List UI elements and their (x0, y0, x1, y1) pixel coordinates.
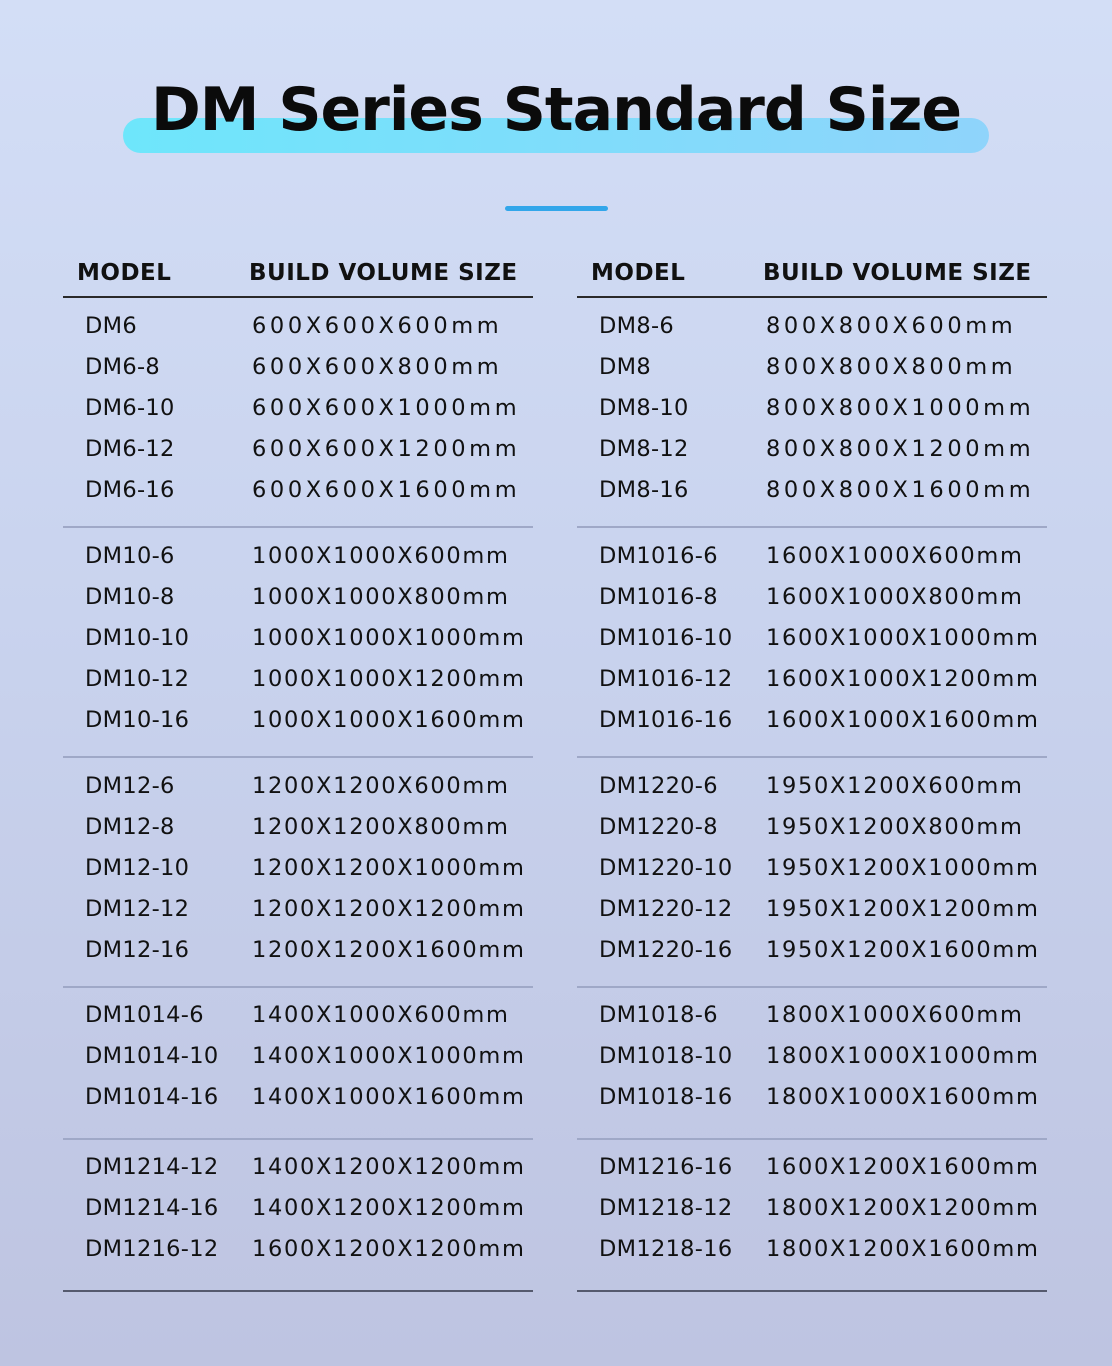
model-cell: DM1018-10 (599, 1043, 733, 1069)
table-row (63, 306, 533, 347)
model-cell: DM8-10 (599, 395, 689, 421)
model-cell: DM1018-16 (599, 1084, 733, 1110)
model-cell: DM1014-16 (85, 1084, 219, 1110)
title-accent-line (505, 206, 608, 211)
table-row (577, 1229, 1047, 1270)
page-title: DM Series Standard Size (150, 75, 962, 145)
model-cell: DM1220-16 (599, 937, 733, 963)
model-cell: DM1220-6 (599, 773, 718, 799)
row-group (63, 988, 533, 1140)
build-volume-cell: 1600X1000X800mm (766, 584, 1024, 610)
table-header (63, 256, 533, 298)
model-cell: DM12-16 (85, 937, 190, 963)
build-volume-cell: 1600X1000X600mm (766, 543, 1024, 569)
build-volume-cell: 1000X1000X1200mm (252, 666, 526, 692)
build-volume-cell: 1000X1000X800mm (252, 584, 510, 610)
model-cell: DM1016-8 (599, 584, 718, 610)
model-cell: DM10-8 (85, 584, 175, 610)
table-row (63, 577, 533, 618)
row-group (577, 1140, 1047, 1292)
model-cell: DM10-10 (85, 625, 190, 651)
table-row (577, 1036, 1047, 1077)
table-row (577, 700, 1047, 741)
table-row (577, 1147, 1047, 1188)
table-row (63, 1036, 533, 1077)
table-row (63, 1147, 533, 1188)
table-row (63, 889, 533, 930)
model-cell: DM8 (599, 354, 651, 380)
header-build-volume: BUILD VOLUME SIZE (249, 260, 518, 286)
table-row (63, 995, 533, 1036)
table-row (63, 1188, 533, 1229)
table-row (577, 848, 1047, 889)
model-cell: DM1218-12 (599, 1195, 733, 1221)
model-cell: DM12-8 (85, 814, 175, 840)
build-volume-cell: 1000X1000X1000mm (252, 625, 526, 651)
model-cell: DM8-6 (599, 313, 674, 339)
build-volume-cell: 1400X1000X1600mm (252, 1084, 526, 1110)
build-volume-cell: 800X800X1000mm (766, 395, 1035, 421)
model-cell: DM1014-10 (85, 1043, 219, 1069)
table-row (577, 618, 1047, 659)
model-cell: DM1014-6 (85, 1002, 204, 1028)
table-row (577, 470, 1047, 511)
model-cell: DM6 (85, 313, 137, 339)
table-row (577, 347, 1047, 388)
row-group (577, 758, 1047, 988)
build-volume-cell: 1200X1200X1000mm (252, 855, 526, 881)
table-row (577, 536, 1047, 577)
table-row (577, 429, 1047, 470)
build-volume-cell: 1400X1000X600mm (252, 1002, 510, 1028)
row-group (63, 528, 533, 758)
build-volume-cell: 600X600X1200mm (252, 436, 521, 462)
build-volume-cell: 800X800X1200mm (766, 436, 1035, 462)
title-block (0, 70, 1112, 160)
build-volume-cell: 1600X1000X1000mm (766, 625, 1040, 651)
header-model: MODEL (77, 260, 172, 286)
model-cell: DM1018-6 (599, 1002, 718, 1028)
size-table-right (577, 256, 1047, 1292)
table-row (63, 700, 533, 741)
build-volume-cell: 1000X1000X1600mm (252, 707, 526, 733)
build-volume-cell: 1400X1000X1000mm (252, 1043, 526, 1069)
table-row (63, 347, 533, 388)
row-group (63, 298, 533, 528)
build-volume-cell: 1800X1000X600mm (766, 1002, 1024, 1028)
model-cell: DM1016-16 (599, 707, 733, 733)
table-row (63, 470, 533, 511)
table-row (577, 388, 1047, 429)
model-cell: DM1216-12 (85, 1236, 219, 1262)
build-volume-cell: 1400X1200X1200mm (252, 1195, 526, 1221)
model-cell: DM1218-16 (599, 1236, 733, 1262)
table-row (63, 807, 533, 848)
table-row (577, 995, 1047, 1036)
build-volume-cell: 1400X1200X1200mm (252, 1154, 526, 1180)
table-row (63, 659, 533, 700)
build-volume-cell: 600X600X800mm (252, 354, 503, 380)
table-body (577, 298, 1047, 1292)
model-cell: DM1016-12 (599, 666, 733, 692)
build-volume-cell: 1600X1200X1600mm (766, 1154, 1040, 1180)
build-volume-cell: 1800X1000X1000mm (766, 1043, 1040, 1069)
model-cell: DM1220-10 (599, 855, 733, 881)
model-cell: DM10-16 (85, 707, 190, 733)
build-volume-cell: 1800X1200X1200mm (766, 1195, 1040, 1221)
table-row (63, 930, 533, 971)
model-cell: DM12-12 (85, 896, 190, 922)
model-cell: DM10-6 (85, 543, 175, 569)
model-cell: DM6-10 (85, 395, 175, 421)
table-body (63, 298, 533, 1292)
table-row (577, 1077, 1047, 1118)
build-volume-cell: 1950X1200X1200mm (766, 896, 1040, 922)
table-row (63, 536, 533, 577)
table-row (63, 1229, 533, 1270)
model-cell: DM6-8 (85, 354, 160, 380)
build-volume-cell: 1600X1000X1200mm (766, 666, 1040, 692)
table-row (63, 388, 533, 429)
model-cell: DM1214-12 (85, 1154, 219, 1180)
table-row (63, 848, 533, 889)
build-volume-cell: 1950X1200X800mm (766, 814, 1024, 840)
table-row (577, 659, 1047, 700)
row-group (577, 988, 1047, 1140)
build-volume-cell: 1200X1200X1200mm (252, 896, 526, 922)
table-row (63, 766, 533, 807)
model-cell: DM1220-12 (599, 896, 733, 922)
model-cell: DM6-16 (85, 477, 175, 503)
build-volume-cell: 1950X1200X1600mm (766, 937, 1040, 963)
build-volume-cell: 1200X1200X600mm (252, 773, 510, 799)
build-volume-cell: 1200X1200X1600mm (252, 937, 526, 963)
build-volume-cell: 1950X1200X1000mm (766, 855, 1040, 881)
model-cell: DM1220-8 (599, 814, 718, 840)
model-cell: DM8-12 (599, 436, 689, 462)
model-cell: DM1016-6 (599, 543, 718, 569)
model-cell: DM8-16 (599, 477, 689, 503)
build-volume-cell: 800X800X1600mm (766, 477, 1035, 503)
build-volume-cell: 600X600X1000mm (252, 395, 521, 421)
row-group (63, 758, 533, 988)
table-row (577, 807, 1047, 848)
build-volume-cell: 1800X1200X1600mm (766, 1236, 1040, 1262)
table-row (577, 930, 1047, 971)
model-cell: DM1214-16 (85, 1195, 219, 1221)
row-group (63, 1140, 533, 1292)
table-row (63, 1077, 533, 1118)
row-group (577, 528, 1047, 758)
table-row (577, 889, 1047, 930)
row-group (577, 298, 1047, 528)
build-volume-cell: 1000X1000X600mm (252, 543, 510, 569)
table-header (577, 256, 1047, 298)
build-volume-cell: 600X600X600mm (252, 313, 503, 339)
build-volume-cell: 1800X1000X1600mm (766, 1084, 1040, 1110)
table-row (577, 306, 1047, 347)
build-volume-cell: 800X800X800mm (766, 354, 1017, 380)
model-cell: DM12-6 (85, 773, 175, 799)
header-model: MODEL (591, 260, 686, 286)
model-cell: DM6-12 (85, 436, 175, 462)
build-volume-cell: 1600X1200X1200mm (252, 1236, 526, 1262)
table-row (63, 429, 533, 470)
table-row (63, 618, 533, 659)
build-volume-cell: 1600X1000X1600mm (766, 707, 1040, 733)
build-volume-cell: 800X800X600mm (766, 313, 1017, 339)
table-row (577, 577, 1047, 618)
size-table-left (63, 256, 533, 1292)
build-volume-cell: 1950X1200X600mm (766, 773, 1024, 799)
table-row (577, 1188, 1047, 1229)
table-row (577, 766, 1047, 807)
header-build-volume: BUILD VOLUME SIZE (763, 260, 1032, 286)
model-cell: DM12-10 (85, 855, 190, 881)
model-cell: DM1016-10 (599, 625, 733, 651)
build-volume-cell: 600X600X1600mm (252, 477, 521, 503)
model-cell: DM10-12 (85, 666, 190, 692)
build-volume-cell: 1200X1200X800mm (252, 814, 510, 840)
model-cell: DM1216-16 (599, 1154, 733, 1180)
